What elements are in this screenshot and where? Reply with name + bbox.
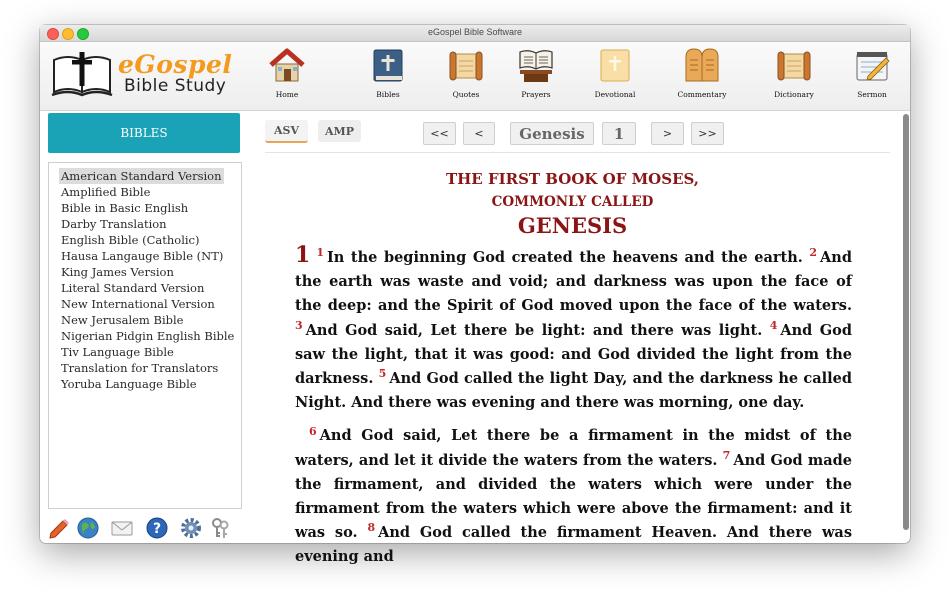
version-item-asv[interactable]: American Standard Version	[61, 169, 222, 183]
devotional-icon	[595, 46, 635, 84]
verse-number: 6	[309, 424, 317, 438]
tab-amp[interactable]: AMP	[318, 120, 361, 142]
version-item-lsv[interactable]: Literal Standard Version	[61, 281, 205, 295]
book-selector[interactable]: Genesis	[510, 122, 594, 145]
scripture-text	[295, 243, 852, 579]
verse-number: 2	[809, 246, 818, 260]
mail-icon[interactable]	[110, 516, 134, 540]
verse-text: And God called the light Day, and the darkness he called Night. And there was evening and there was morning, one day.	[295, 370, 852, 412]
toolbar-devotional-label: Devotional	[594, 90, 636, 99]
book-heading-line2: COMMONLY CALLED	[491, 194, 654, 210]
version-item-kjv[interactable]: King James Version	[61, 265, 174, 279]
bible-version-list	[48, 162, 242, 509]
toolbar-dictionary-label: Dictionary	[774, 90, 814, 99]
verse-number: 1	[316, 246, 324, 260]
version-item-bbe[interactable]: Bible in Basic English	[61, 201, 189, 215]
version-item-niv[interactable]: New International Version	[61, 297, 215, 311]
verse-text: And God said, Let there be a firmament in the midst of the waters, and let it divide the waters from the waters.	[295, 427, 852, 469]
logo-title: eGospel	[118, 50, 233, 79]
toolbar-prayers-label: Prayers	[521, 90, 551, 99]
window-title: eGospel Bible Software	[427, 27, 523, 37]
chapter-number: 1	[295, 242, 311, 268]
version-item-catholic[interactable]: English Bible (Catholic)	[61, 233, 200, 247]
tab-asv[interactable]: ASV	[265, 120, 308, 143]
toolbar-quotes-label: Quotes	[452, 90, 480, 99]
bibles-sidebar-tab[interactable]: BIBLES	[48, 113, 240, 153]
toolbar-commentary-label: Commentary	[677, 90, 727, 99]
title-bar	[40, 25, 910, 42]
scroll-icon	[446, 46, 486, 84]
toolbar-dictionary-button[interactable]	[759, 46, 829, 108]
toolbar	[40, 42, 910, 111]
chapter-selector[interactable]: 1	[602, 122, 636, 145]
version-item-njb[interactable]: New Jerusalem Bible	[61, 313, 184, 327]
toolbar-bibles-label: Bibles	[376, 90, 400, 99]
verse-number: 8	[367, 521, 376, 535]
verse-text: And God made the firmament, and divided the waters which were under the firmament from the waters which were above the firmament: and it was so.	[295, 451, 852, 542]
version-item-amplified[interactable]: Amplified Bible	[61, 185, 151, 199]
globe-icon[interactable]	[76, 516, 100, 540]
toolbar-commentary-button[interactable]	[667, 46, 737, 108]
book-title: GENESIS	[517, 213, 628, 238]
version-item-pidgin[interactable]: Nigerian Pidgin English Bible	[61, 329, 235, 343]
toolbar-home-label: Home	[275, 90, 299, 99]
verse-text: And the earth was waste and void; and darkness was upon the face of the deep: and the Spirit of God moved upon the face of the waters.	[295, 249, 852, 315]
help-icon[interactable]	[145, 516, 169, 540]
verse-number: 4	[769, 318, 778, 332]
logo-subtitle: Bible Study	[124, 76, 227, 96]
reader-divider	[265, 152, 890, 153]
toolbar-quotes-button[interactable]	[431, 46, 501, 108]
first-chapter-button[interactable]: <<	[423, 122, 456, 145]
next-chapter-button[interactable]: >	[651, 122, 684, 145]
verse-number: 7	[722, 448, 731, 462]
verse-text: And God saw the light, that it was good: and God divided the light from the darkness.	[295, 321, 852, 388]
book-heading-line1: THE FIRST BOOK OF MOSES,	[445, 170, 700, 188]
toolbar-devotional-button[interactable]	[580, 46, 650, 108]
settings-gear-icon[interactable]	[179, 516, 203, 540]
bible-icon	[368, 46, 408, 84]
version-item-hausa[interactable]: Hausa Langauge Bible (NT)	[61, 249, 224, 263]
toolbar-bibles-button[interactable]	[353, 46, 423, 108]
verse-number: 3	[295, 318, 303, 332]
svg-text:?: ?	[152, 521, 162, 537]
version-item-yoruba[interactable]: Yoruba Language Bible	[61, 377, 197, 391]
verse-text: And God called the firmament Heaven. And there was evening and	[295, 524, 852, 566]
reader-pane	[245, 113, 890, 566]
app-logo	[50, 48, 242, 100]
tablets-icon	[682, 46, 722, 84]
app-window	[40, 25, 910, 566]
toolbar-sermon-button[interactable]	[837, 46, 907, 108]
toolbar-home-button[interactable]	[252, 46, 322, 108]
verse-text: And God said, Let there be light: and there was light.	[305, 321, 763, 339]
verse-text: In the beginning God created the heavens and the earth.	[326, 249, 803, 266]
notepad-icon	[852, 46, 892, 84]
reader-scrollbar[interactable]	[903, 114, 909, 530]
version-item-t4t[interactable]: Translation for Translators	[61, 361, 219, 375]
sidebar-bottom-toolbar	[48, 516, 248, 540]
last-chapter-button[interactable]: >>	[691, 122, 724, 145]
open-book-icon	[516, 46, 556, 84]
keys-icon[interactable]	[208, 516, 232, 540]
toolbar-prayers-button[interactable]	[501, 46, 571, 108]
prev-chapter-button[interactable]: <	[463, 122, 495, 145]
version-item-darby[interactable]: Darby Translation	[61, 217, 167, 231]
toolbar-sermon-label: Sermon	[857, 90, 887, 99]
version-item-tiv[interactable]: Tiv Language Bible	[61, 345, 174, 359]
pencil-icon[interactable]	[48, 516, 72, 540]
scroll-icon	[774, 46, 814, 84]
home-icon	[267, 46, 307, 84]
verse-number: 5	[378, 367, 387, 381]
bible-cross-logo-icon	[50, 48, 116, 98]
